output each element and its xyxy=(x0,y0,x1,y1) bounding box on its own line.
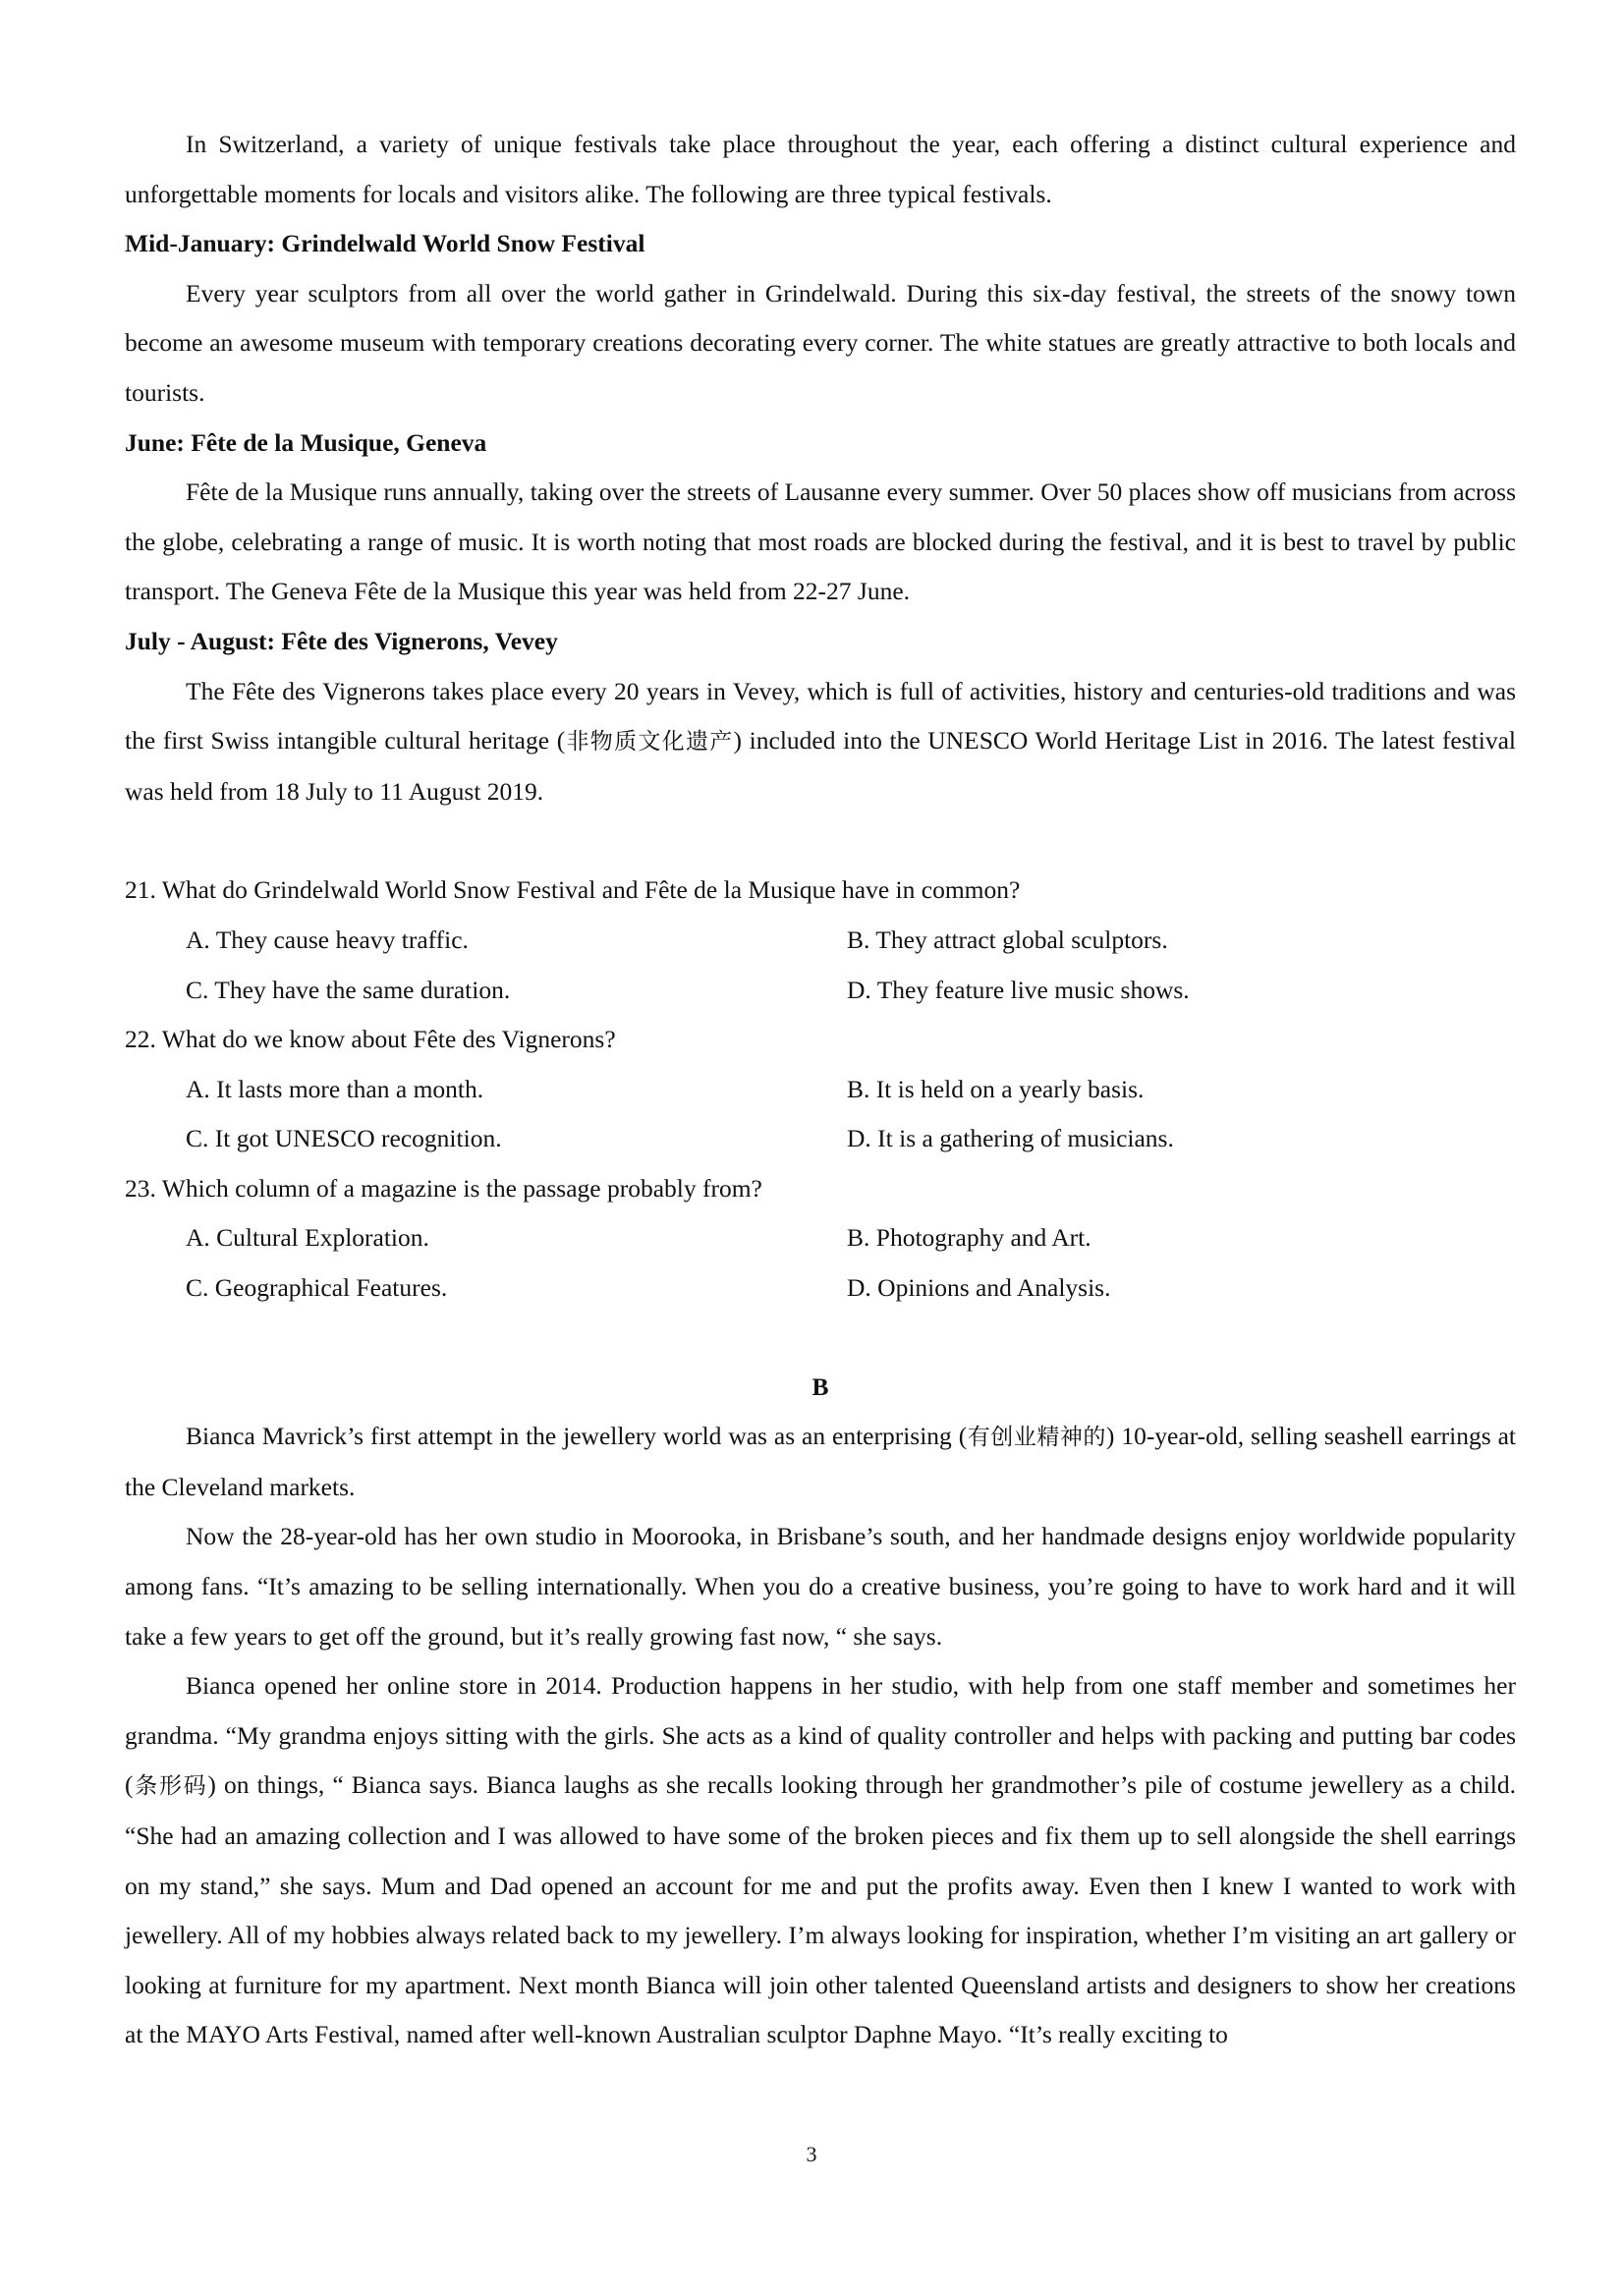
option-c: C. They have the same duration. xyxy=(186,975,511,1004)
option-b: B. It is held on a yearly basis. xyxy=(847,1074,1145,1103)
festival-body-3-gloss: 非物质文化遗产 xyxy=(565,729,734,756)
option-d: D. It is a gathering of musicians. xyxy=(847,1124,1174,1153)
festival-heading-3: July - August: Fête des Vignerons, Vevey xyxy=(125,626,558,655)
paragraph-text: Bianca Mavrick’s first attempt in the jewellery world was as an enterprising ( xyxy=(186,1422,968,1451)
section-title-b: B xyxy=(812,1372,829,1401)
passage-b-paragraph-2: Now the 28-year-old has her own studio in Moorooka, in Brisbane’s south, and her handmade designs enjoy worldwide popularity among fans. “It’s amazing to be selling internationally. When you do a creative business, you’re going to have to work hard and it will take a few years to get off the ground, but it’s really growing fast now, “ she says. xyxy=(125,1522,1516,1651)
option-c: C. It got UNESCO recognition. xyxy=(186,1124,502,1153)
passage-b-paragraph-1 xyxy=(125,1412,1516,1512)
chinese-gloss: 有创业精神的 xyxy=(967,1425,1106,1451)
question-23 xyxy=(125,1164,1516,1314)
options xyxy=(125,1065,1516,1164)
spacer xyxy=(125,816,1516,866)
question-21 xyxy=(125,866,1516,1015)
festival-body-2: Fête de la Musique runs annually, taking over the streets of Lausanne every summer. Over 50 places show off musicians from across the globe, celebrating a range of music. It is worth noting that most roads are blocked during the festival, and it is best to travel by public transport. The Geneva Fête de la Musique this year was held from 22-27 June. xyxy=(125,477,1516,606)
chinese-gloss: 条形码 xyxy=(133,1773,208,1800)
question-stem: 21. What do Grindelwald World Snow Festival and Fête de la Musique have in common? xyxy=(125,875,1021,905)
question-stem: 23. Which column of a magazine is the passage probably from? xyxy=(125,1173,762,1203)
question-stem: 22. What do we know about Fête des Vignerons? xyxy=(125,1025,616,1054)
festival-body-1: Every year sculptors from all over the world gather in Grindelwald. During this six-day festival, the streets of the snowy town become an awesome museum with temporary creations decorating every corner. The white statues are greatly attractive to both locals and tourists. xyxy=(125,278,1516,407)
option-b: B. They attract global sculptors. xyxy=(847,924,1168,954)
passage-b-paragraph-3 xyxy=(125,1661,1516,2060)
paragraph-text: Bianca opened her online store in 2014. Production happens in her studio, with help from one staff member and sometimes her grandma. “My grandma enjoys sitting with the girls. She acts as a kind of quality controller and helps with packing and putting bar codes ( xyxy=(125,1671,1516,1800)
option-a: A. They cause heavy traffic. xyxy=(186,924,469,954)
options xyxy=(125,916,1516,1015)
festival-heading-2: June: Fête de la Musique, Geneva xyxy=(125,427,487,457)
option-d: D. Opinions and Analysis. xyxy=(847,1273,1111,1303)
festival-body-3-part1: The Fête des Vignerons takes place every 20 years in Vevey, which is full of activities, history and centuries-old traditions and was the first Swiss intangible cultural heritage ( xyxy=(125,676,1516,756)
paragraph-text: ) on things, “ Bianca says. Bianca laughs as she recalls looking through her grandmother’s pile of costume jewellery as a child. “She had an amazing collection and I was allowed to have some of the broken pieces and fix them up to sell alongside the shell earrings on my stand,” she says. Mum and Dad opened an account for me and put the profits away. Even then I knew I wanted to work with jewellery. All of my hobbies always related back to my jewellery. I’m always looking for inspiration, whether I’m visiting an art gallery or looking at furniture for my apartment. Next month Bianca will join other talented Queensland artists and designers to show her creations at the MAYO Arts Festival, named after well-known Australian sculptor Daphne Mayo. “It’s really exciting to xyxy=(125,1770,1516,2049)
exam-page xyxy=(125,120,1516,2060)
option-c: C. Geographical Features. xyxy=(186,1273,448,1303)
question-22 xyxy=(125,1015,1516,1164)
festival-body-3-part2: ) included into the UNESCO World Heritage List in 2016. The latest festival was held from 18 July to 11 August 2019. xyxy=(125,726,1516,806)
option-d: D. They feature live music shows. xyxy=(847,975,1190,1004)
option-b: B. Photography and Art. xyxy=(847,1223,1091,1253)
options xyxy=(125,1213,1516,1313)
passage-a-intro: In Switzerland, a variety of unique festivals take place throughout the year, each offering a distinct cultural experience and unforgettable moments for locals and visitors alike. The following are three typical festivals. xyxy=(125,130,1516,208)
festival-heading-1: Mid-January: Grindelwald World Snow Festival xyxy=(125,229,645,258)
option-a: A. Cultural Exploration. xyxy=(186,1223,429,1253)
option-a: A. It lasts more than a month. xyxy=(186,1074,484,1103)
paragraph-text: ) 10-year-old, selling seashell earrings at the Cleveland markets. xyxy=(125,1422,1516,1501)
page-number: 3 xyxy=(806,2142,817,2166)
festival-body-3 xyxy=(125,667,1516,817)
